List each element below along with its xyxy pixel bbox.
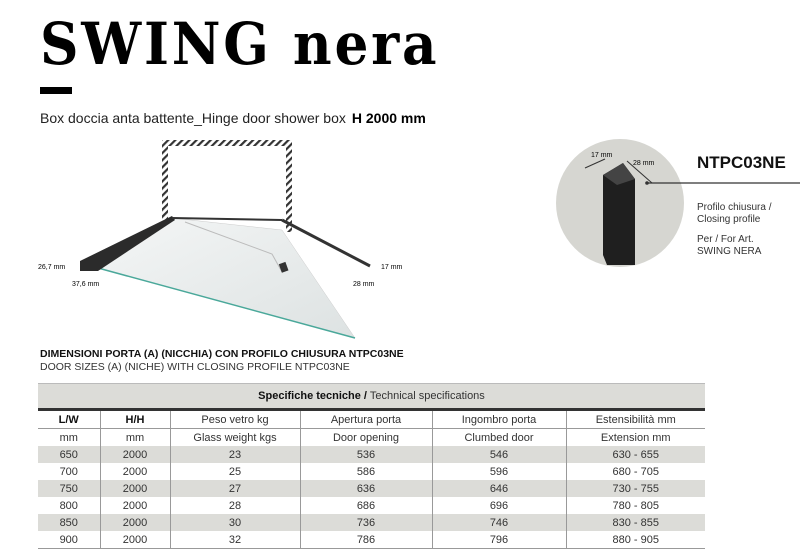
- col-header: Estensibilità mm: [566, 410, 705, 429]
- col-header: Ingombro porta: [432, 410, 566, 429]
- caption-text: Technical specifications: [367, 390, 485, 402]
- table-cell: 830 - 855: [566, 514, 705, 531]
- table-cell: 2000: [100, 463, 170, 480]
- caption-bold: Specifiche tecniche /: [258, 390, 367, 402]
- profile-code: NTPC03NE: [697, 153, 786, 172]
- right-height-dim: 17 mm: [381, 264, 403, 271]
- table-row: [38, 446, 705, 463]
- profile-for-article: [697, 234, 761, 258]
- table-cell: 536: [300, 446, 432, 463]
- header-row-2: [38, 429, 705, 447]
- table-cell: 680 - 705: [566, 463, 705, 480]
- table-cell: 800: [59, 499, 78, 512]
- profile-dim-a: 17 mm: [591, 152, 613, 159]
- table-cell: 780 - 805: [566, 497, 705, 514]
- table-cell: 630 - 655: [566, 446, 705, 463]
- height-label: H 2000 mm: [351, 110, 426, 126]
- table-cell: 636: [300, 480, 432, 497]
- profile-dim-b: 28 mm: [633, 160, 655, 167]
- col-subheader: mm: [59, 431, 78, 444]
- table-row: [38, 463, 705, 480]
- table-cell: 28: [170, 497, 300, 514]
- table-cell: 850: [38, 514, 100, 531]
- for-line1: Per / For Art.: [697, 234, 754, 245]
- col-header: H/H: [100, 410, 170, 429]
- for-line2: SWING NERA: [697, 246, 762, 257]
- col-subheader: Extension mm: [566, 429, 705, 447]
- table-cell: 730 - 755: [566, 480, 705, 497]
- product-title: SWING nera: [40, 10, 440, 78]
- table-cell: 696: [432, 497, 566, 514]
- table-cell: 2000: [100, 446, 170, 463]
- table-cell: 27: [170, 480, 300, 497]
- table-cell: 32: [170, 531, 300, 549]
- table-cell: 23: [170, 446, 300, 463]
- table-row: [38, 480, 705, 497]
- shower-diagram: [0, 130, 440, 350]
- left-height-dim: 26,7 mm: [38, 264, 66, 271]
- desc-line2: Closing profile: [697, 214, 761, 225]
- table-cell: 596: [432, 463, 566, 480]
- table-cell: 2000: [100, 531, 170, 549]
- table-cell: 786: [300, 531, 432, 549]
- profile-description: [697, 202, 771, 226]
- col-subheader: Clumbed door: [432, 429, 566, 447]
- col-subheader: mm: [100, 429, 170, 447]
- col-header: Peso vetro kg: [170, 410, 300, 429]
- table-cell: 25: [170, 463, 300, 480]
- table-cell: 646: [432, 480, 566, 497]
- table-cell: 750: [38, 480, 100, 497]
- table-cell: 880 - 905: [566, 531, 705, 549]
- table-cell: 700: [59, 465, 78, 478]
- table-cell: 546: [432, 446, 566, 463]
- col-header: Apertura porta: [300, 410, 432, 429]
- section-title: DIMENSIONI PORTA (A) (NICCHIA) CON PROFILO CHIUSURA NTPC03NE: [40, 348, 404, 360]
- header-row-1: [38, 410, 705, 429]
- table-cell: 650: [38, 446, 100, 463]
- table-cell: 30: [170, 514, 300, 531]
- col-subheader: Glass weight kgs: [170, 429, 300, 447]
- table-cell: 736: [300, 514, 432, 531]
- col-subheader: Door opening: [300, 429, 432, 447]
- table-cell: 2000: [100, 514, 170, 531]
- table-cell: 2000: [100, 497, 170, 514]
- section-subtitle: DOOR SIZES (A) (NICHE) WITH CLOSING PROFILE NTPC03NE: [40, 361, 350, 373]
- specs-table: [38, 383, 705, 549]
- right-width-dim: 28 mm: [353, 281, 375, 288]
- table-cell: 2000: [100, 480, 170, 497]
- product-subtitle: [40, 110, 426, 126]
- desc-line1: Profilo chiusura /: [697, 202, 772, 213]
- col-header: L/W: [38, 410, 100, 429]
- table-cell: 900: [38, 531, 100, 549]
- left-width-dim: 37,6 mm: [72, 281, 100, 288]
- table-row: [38, 497, 705, 514]
- table-cell: 746: [432, 514, 566, 531]
- subtitle-text: Box doccia anta battente_Hinge door shower box: [40, 110, 346, 126]
- table-caption: [38, 384, 705, 410]
- table-row: [38, 531, 705, 549]
- table-row: [38, 514, 705, 531]
- table-cell: 796: [432, 531, 566, 549]
- table-cell: 586: [300, 463, 432, 480]
- title-underline: [40, 87, 72, 94]
- table-cell: 686: [300, 497, 432, 514]
